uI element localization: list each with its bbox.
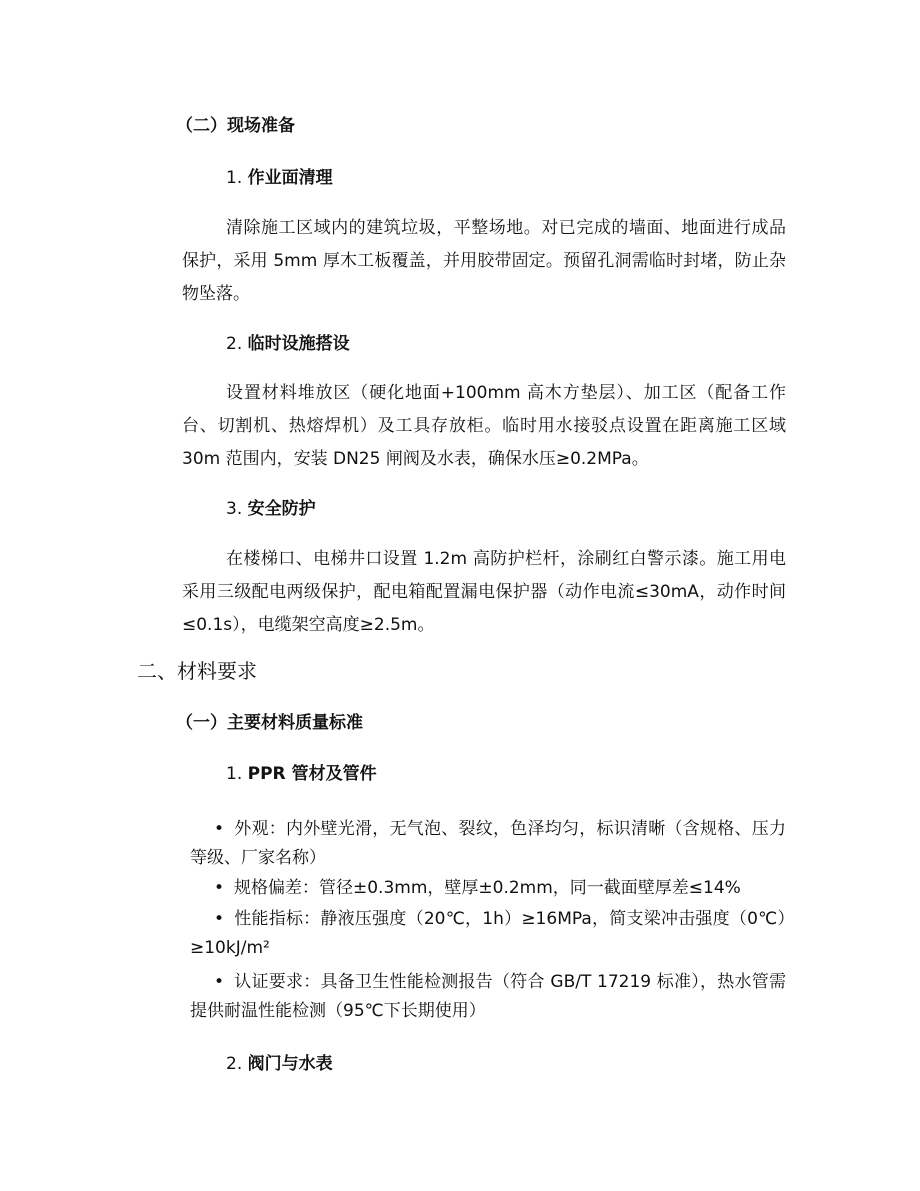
- item-number: 2.: [226, 1054, 243, 1074]
- item-heading-valves: [226, 1052, 333, 1076]
- paragraph-work-surface: 清除施工区域内的建筑垃圾，平整场地。对已完成的墙面、地面进行成品保护，采用 5mm 厚木工板覆盖，并用胶带固定。预留孔洞需临时封堵，防止杂物坠落。: [182, 218, 786, 304]
- bullet-item: [190, 968, 786, 1026]
- bullet-icon: •: [214, 819, 225, 839]
- item-heading-3: [226, 497, 316, 521]
- bullet-text: 规格偏差：管径±0.3mm，壁厚±0.2mm，同一截面壁厚差≤14%: [234, 878, 741, 898]
- bullet-text: 认证要求：具备卫生性能检测报告（符合 GB/T 17219 标准），热水管需提供耐温性能检测（95℃下长期使用）: [190, 972, 786, 1021]
- section-heading-material-standards: （一）主要材料质量标准: [176, 713, 363, 733]
- bullet-icon: •: [214, 972, 225, 992]
- bullet-text: 外观：内外壁光滑，无气泡、裂纹，色泽均匀，标识清晰（含规格、压力等级、厂家名称）: [190, 819, 786, 868]
- item-title: 临时设施搭设: [247, 334, 350, 354]
- bullet-item: [190, 815, 786, 873]
- item-title: 阀门与水表: [247, 1054, 333, 1074]
- item-number: 2.: [226, 334, 243, 354]
- item-heading-ppr: [226, 762, 377, 786]
- item-number: 1.: [226, 168, 243, 188]
- paragraph-safety: 在楼梯口、电梯井口设置 1.2m 高防护栏杆，涂刷红白警示漆。施工用电采用三级配电两级保护，配电箱配置漏电保护器（动作电流≤30mA，动作时间≤0.1s），电缆架空高度≥2.5m。: [182, 549, 786, 635]
- item-number: 3.: [226, 499, 243, 519]
- item-title: 作业面清理: [247, 168, 333, 188]
- item-title: 安全防护: [247, 499, 316, 519]
- paragraph-temp-facilities: 设置材料堆放区（硬化地面+100mm 高木方垫层）、加工区（配备工作台、切割机、热熔焊机）及工具存放柜。临时用水接驳点设置在距离施工区域 30m 范围内，安装 DN25 闸阀及水表，确保水压≥0.2MPa。: [182, 383, 786, 469]
- chapter-heading-materials: 二、材料要求: [137, 659, 257, 683]
- item-number: 1.: [226, 764, 243, 784]
- bullet-icon: •: [214, 878, 225, 898]
- bullet-item: [190, 874, 786, 903]
- bullet-text: 性能指标：静液压强度（20℃，1h）≥16MPa，简支梁冲击强度（0℃）≥10kJ/m²: [190, 909, 786, 958]
- bullet-item: [190, 905, 786, 963]
- item-heading-1: [226, 166, 333, 190]
- item-heading-2: [226, 332, 350, 356]
- bullet-icon: •: [214, 909, 225, 929]
- item-title: PPR 管材及管件: [247, 764, 377, 784]
- section-heading-site-prep: （二）现场准备: [176, 116, 295, 136]
